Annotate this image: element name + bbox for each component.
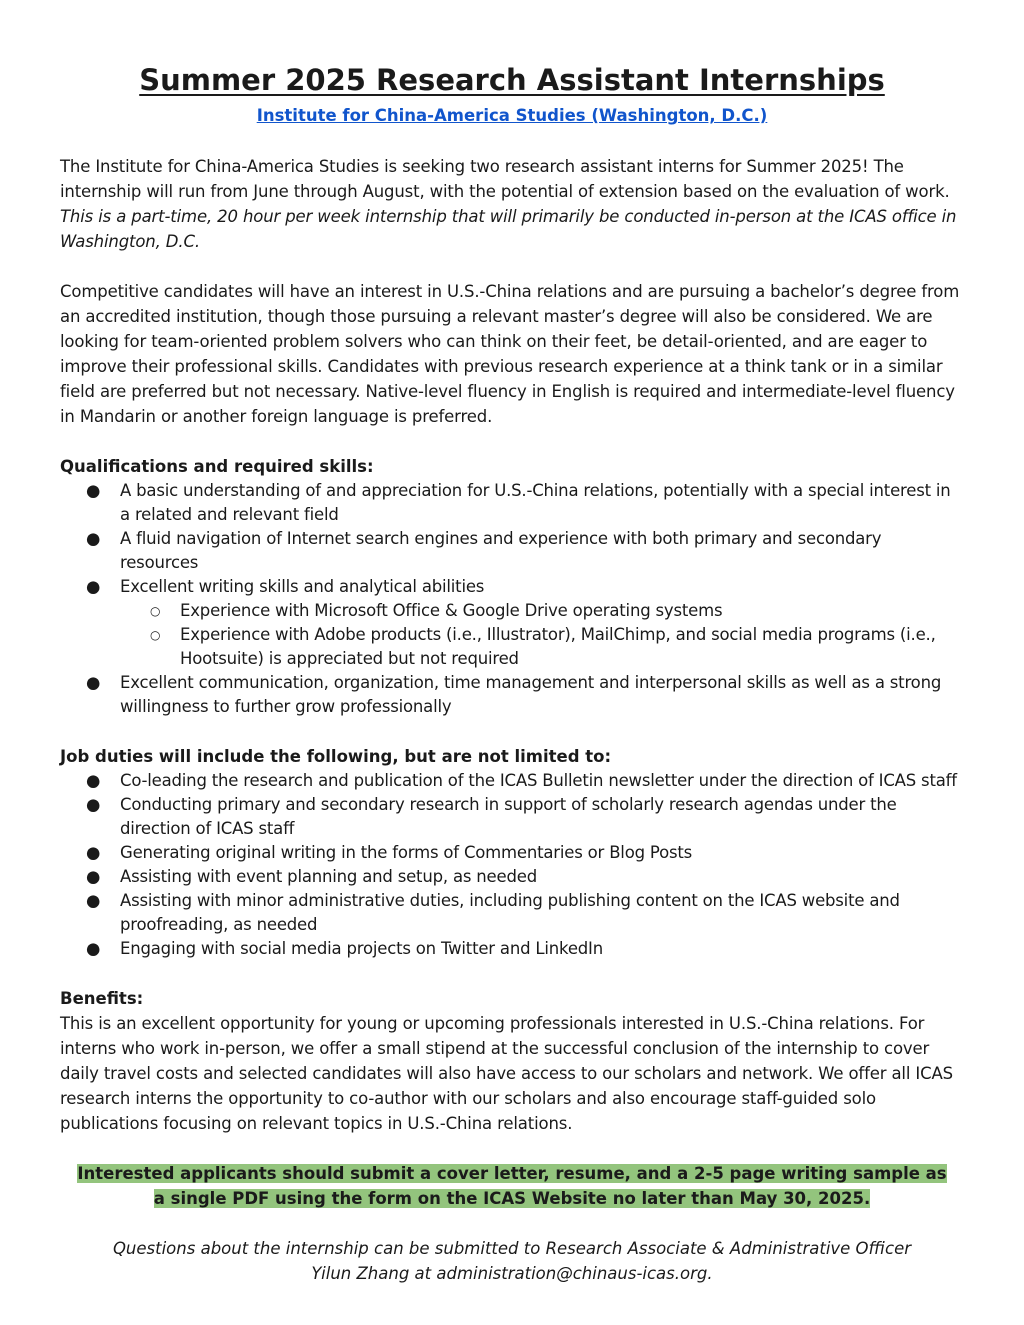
list-item: ● Assisting with event planning and setup, as needed [60, 865, 964, 889]
sub-list-item: ○ Experience with Microsoft Office & Google Drive operating systems [60, 599, 964, 623]
list-item: ● Assisting with minor administrative duties, including publishing content on the ICAS website and proofreading, as needed [86, 891, 900, 934]
intro-italic: This is a part-time, 20 hour per week internship that will primarily be conducted in-person at the ICAS office in Washington, D.C. [60, 207, 957, 251]
contact-line-2: Yilun Zhang at administration@chinaus-icas.org. [311, 1264, 713, 1283]
qualifications-list [60, 479, 964, 719]
duties-list [60, 769, 964, 961]
cta-line-2: a single PDF using the form on the ICAS Website no later than May 30, 2025. [153, 1189, 871, 1208]
contact-line-1: Questions about the internship can be submitted to Research Associate & Administrative Officer [112, 1239, 912, 1258]
list-item: ● Engaging with social media projects on Twitter and LinkedIn [60, 937, 964, 961]
page-title: Summer 2025 Research Assistant Internships [139, 63, 885, 97]
hollow-bullet-icon: ○ [150, 628, 161, 642]
bullet-icon: ● [86, 891, 101, 910]
bullet-icon: ● [86, 529, 101, 548]
list-item: ● A fluid navigation of Internet search engines and experience with both primary and secondary resources [86, 529, 882, 572]
contact-note [60, 1236, 964, 1286]
bullet-icon: ● [86, 843, 101, 862]
bullet-icon: ● [86, 577, 101, 596]
cta-line-1: Interested applicants should submit a cover letter, resume, and a 2-5 page writing sample as [77, 1164, 947, 1183]
institute-link[interactable]: Institute for China-America Studies (Washington, D.C.) [256, 106, 768, 125]
sub-list-item: ○ Experience with Adobe products (i.e., Illustrator), MailChimp, and social media programs (i.e., Hootsuite) is appreciated but not required [150, 625, 936, 668]
list-item: ● Generating original writing in the forms of Commentaries or Blog Posts [60, 841, 964, 865]
bullet-icon: ● [86, 795, 101, 814]
qualifications-heading: Qualifications and required skills: [60, 457, 374, 476]
list-item: ● A basic understanding of and appreciation for U.S.-China relations, potentially with a special interest in a related and relevant field [86, 481, 951, 524]
application-instructions [60, 1161, 964, 1211]
bullet-icon: ● [86, 481, 101, 500]
hollow-bullet-icon: ○ [150, 604, 161, 618]
intro-paragraph [60, 154, 964, 254]
benefits-paragraph: This is an excellent opportunity for young or upcoming professionals interested in U.S.-China relations. For interns who work in-person, we offer a small stipend at the successful conclusion of the internship to cover daily travel costs and selected candidates will also have access to our scholars and network. We offer all ICAS research interns the opportunity to co-author with our scholars and also encourage staff-guided solo publications focusing on relevant topics in U.S.-China relations. [60, 1014, 953, 1133]
bullet-icon: ● [86, 939, 101, 958]
list-item: ● Co-leading the research and publication of the ICAS Bulletin newsletter under the direction of ICAS staff [60, 769, 964, 793]
list-item: ● Excellent writing skills and analytical abilities [60, 575, 964, 599]
document-page [60, 58, 964, 1286]
benefits-heading: Benefits: [60, 989, 144, 1008]
bullet-icon: ● [86, 673, 101, 692]
candidates-paragraph: Competitive candidates will have an interest in U.S.-China relations and are pursuing a bachelor’s degree from an accredited institution, though those pursuing a relevant master’s degree will also be considered. We are looking for team-oriented problem solvers who can think on their feet, be detail-oriented, and are eager to improve their professional skills. Candidates with previous research experience at a think tank or in a similar field are preferred but not necessary. Native-level fluency in English is required and intermediate-level fluency in Mandarin or another foreign language is preferred. [60, 282, 960, 426]
bullet-icon: ● [86, 771, 101, 790]
bullet-icon: ● [86, 867, 101, 886]
duties-heading: Job duties will include the following, but are not limited to: [60, 747, 612, 766]
list-item: ● Excellent communication, organization, time management and interpersonal skills as well as a strong willingness to further grow professionally [86, 673, 942, 716]
list-item: ● Conducting primary and secondary research in support of scholarly research agendas under the direction of ICAS staff [86, 795, 897, 838]
intro-text: The Institute for China-America Studies is seeking two research assistant interns for Summer 2025! The internship will run from June through August, with the potential of extension based on the evaluation of work. [60, 157, 950, 201]
